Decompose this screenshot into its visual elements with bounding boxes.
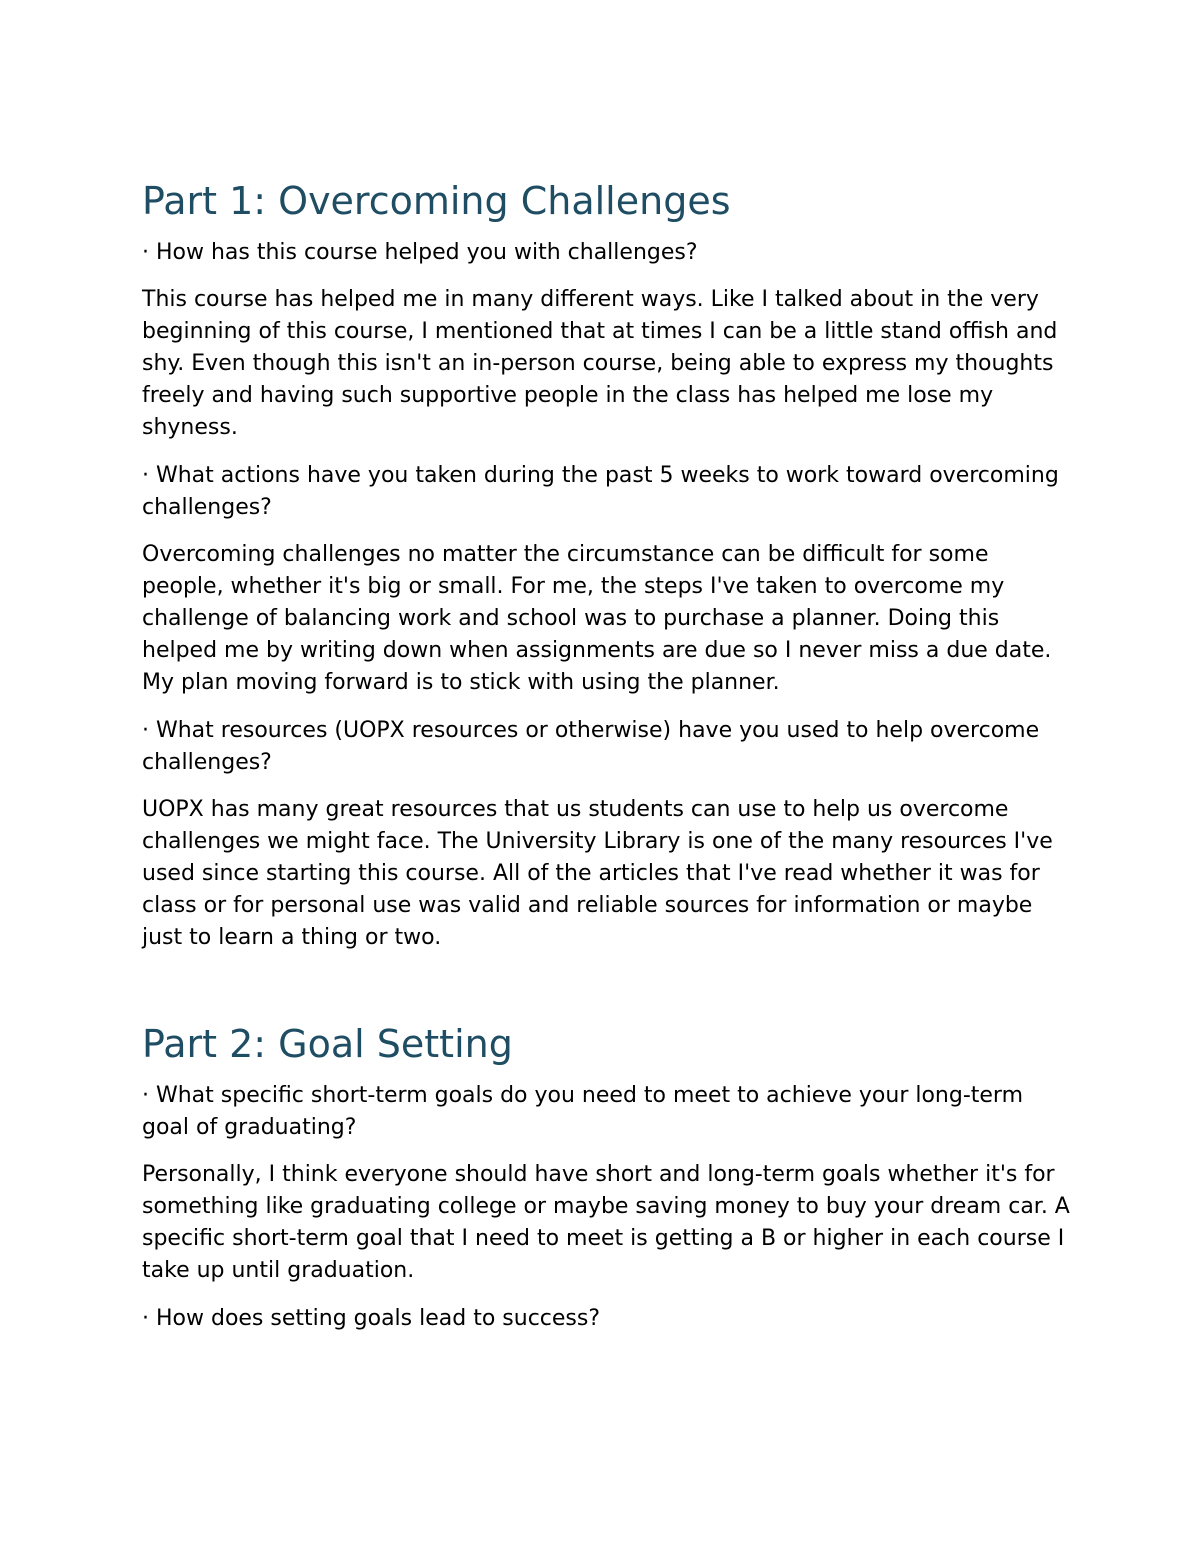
part1-question-1: · How has this course helped you with challenges?	[142, 240, 698, 265]
part1-heading: Part 1: Overcoming Challenges	[142, 179, 731, 223]
part1-question-2: · What actions have you taken during the past 5 weeks to work toward overcoming challenges?	[142, 463, 1059, 520]
part1-answer-2: Overcoming challenges no matter the circumstance can be difficult for some people, whether it's big or small. For me, the steps I've taken to overcome my challenge of balancing work and school was to purchase a planner. Doing this helped me by writing down when assignments are due so I never miss a due date. My plan moving forward is to stick with using the planner.	[142, 542, 1052, 695]
part2-question-2: · How does setting goals lead to success?	[142, 1306, 601, 1331]
part1-question-3: · What resources (UOPX resources or otherwise) have you used to help overcome challenges?	[142, 718, 1040, 775]
part1-answer-1: This course has helped me in many different ways. Like I talked about in the very beginning of this course, I mentioned that at times I can be a little stand offish and shy. Even though this isn't an in-person course, being able to express my thoughts freely and having such supportive people in the class has helped me lose my shyness.	[142, 287, 1058, 440]
part1-answer-3: UOPX has many great resources that us students can use to help us overcome challenges we might face. The University Library is one of the many resources I've used since starting this course. All of the articles that I've read whether it was for class or for personal use was valid and reliable sources for information or maybe just to learn a thing or two.	[142, 797, 1053, 950]
part2-answer-1: Personally, I think everyone should have short and long-term goals whether it's for something like graduating college or maybe saving money to buy your dream car. A specific short-term goal that I need to meet is getting a B or higher in each course I take up until graduation.	[142, 1162, 1070, 1283]
document-body	[142, 178, 1072, 1335]
part2-heading: Part 2: Goal Setting	[142, 1022, 513, 1066]
part2-question-1: · What specific short-term goals do you need to meet to achieve your long-term goal of graduating?	[142, 1083, 1024, 1140]
